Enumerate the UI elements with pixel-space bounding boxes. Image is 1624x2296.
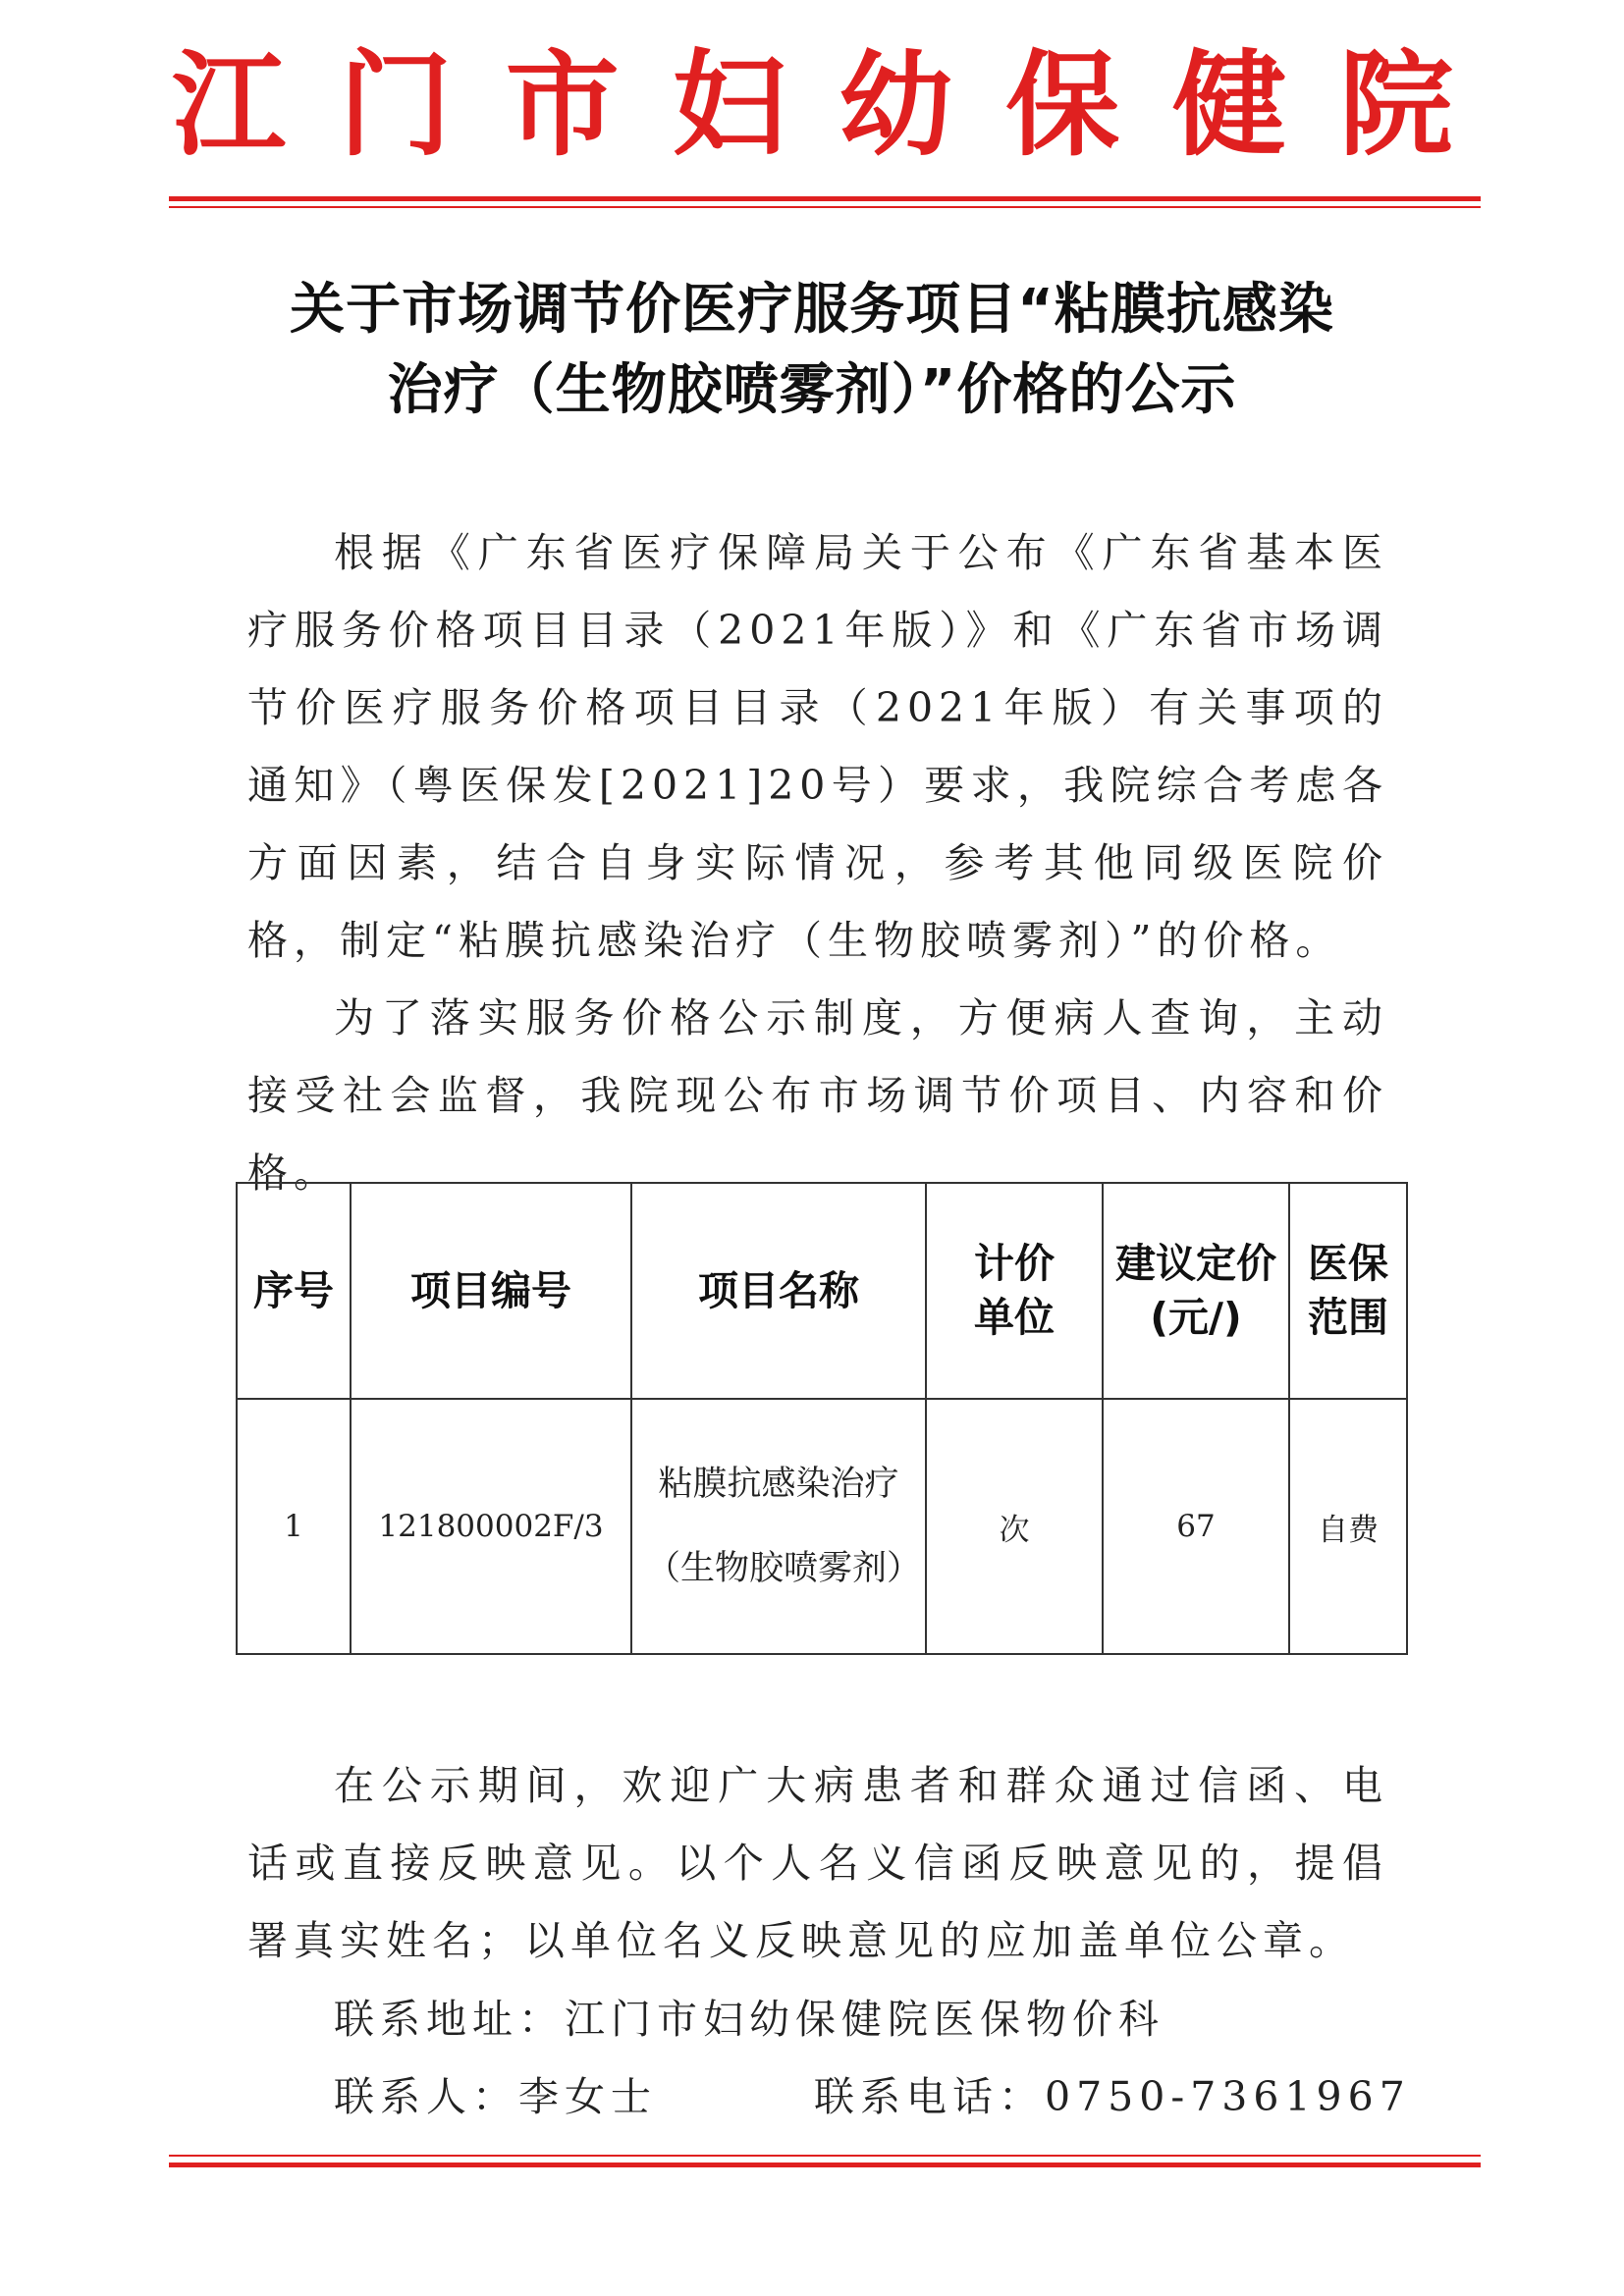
header-rule-thin bbox=[169, 206, 1481, 208]
cell-coverage: 自费 bbox=[1289, 1399, 1407, 1654]
body-paragraph: 根据《广东省医疗保障局关于公布《广东省基本医疗服务价格项目目录（2021年版）》和《广东省市场调节价医疗服务价格项目目录（2021年版）有关事项的通知》（粤医保发[2021]20号）要求，我院综合考虑各方面因素，结合自身实际情况，参考其他同级医院价格，制定“粘膜抗感染治疗（生物胶喷雾剂）”的价格。 bbox=[247, 529, 1388, 964]
contact-person: 联系人：李女士 bbox=[334, 2073, 657, 2120]
header-seq: 序号 bbox=[237, 1183, 351, 1399]
header-unit: 计价单位 bbox=[926, 1183, 1103, 1399]
contact-phone: 联系电话：0750-7361967 bbox=[814, 2073, 1411, 2120]
masthead-char: 院 bbox=[1338, 38, 1453, 172]
cell-price: 67 bbox=[1103, 1399, 1289, 1654]
masthead-char: 幼 bbox=[839, 38, 953, 172]
cell-unit: 次 bbox=[926, 1399, 1103, 1654]
body-paragraph: 为了落实服务价格公示制度，方便病人查询，主动接受社会监督，我院现公布市场调节价项目、内容和价格。 bbox=[247, 994, 1388, 1197]
header-rule-thick bbox=[169, 196, 1481, 201]
contact-line bbox=[334, 2058, 1411, 2136]
notice-title-line: 治疗（生物胶喷雾剂）”价格的公示 bbox=[387, 358, 1237, 422]
body-paragraph: 在公示期间，欢迎广大病患者和群众通过信函、电话或直接反映意见。以个人名义信函反映意见的，提倡署真实姓名；以单位名义反映意见的应加盖单位公章。 bbox=[247, 1762, 1388, 1964]
footer-rule-thick bbox=[169, 2163, 1481, 2167]
notice-title-line: 关于市场调节价医疗服务项目“粘膜抗感染 bbox=[290, 278, 1334, 342]
masthead-title bbox=[172, 38, 1453, 172]
masthead-char: 保 bbox=[1005, 38, 1120, 172]
contact-address: 联系地址：江门市妇幼保健院医保物价科 bbox=[334, 1996, 1164, 2043]
masthead-char: 江 bbox=[172, 38, 286, 172]
cell-name: 粘膜抗感染治疗（生物胶喷雾剂） bbox=[631, 1399, 926, 1654]
masthead-char: 市 bbox=[505, 38, 620, 172]
table-header-row bbox=[237, 1183, 1407, 1399]
cell-seq: 1 bbox=[237, 1399, 351, 1654]
notice-title bbox=[196, 270, 1428, 431]
header-price: 建议定价(元/) bbox=[1103, 1183, 1289, 1399]
price-table bbox=[236, 1182, 1408, 1655]
masthead-char: 健 bbox=[1172, 38, 1287, 172]
table-row bbox=[237, 1399, 1407, 1654]
header-code: 项目编号 bbox=[351, 1183, 631, 1399]
cell-code: 121800002F/3 bbox=[351, 1399, 631, 1654]
header-name: 项目名称 bbox=[631, 1183, 926, 1399]
footer-rule-thin bbox=[169, 2155, 1481, 2157]
masthead-char: 妇 bbox=[672, 38, 786, 172]
header-coverage: 医保范围 bbox=[1289, 1183, 1407, 1399]
masthead-char: 门 bbox=[338, 38, 453, 172]
